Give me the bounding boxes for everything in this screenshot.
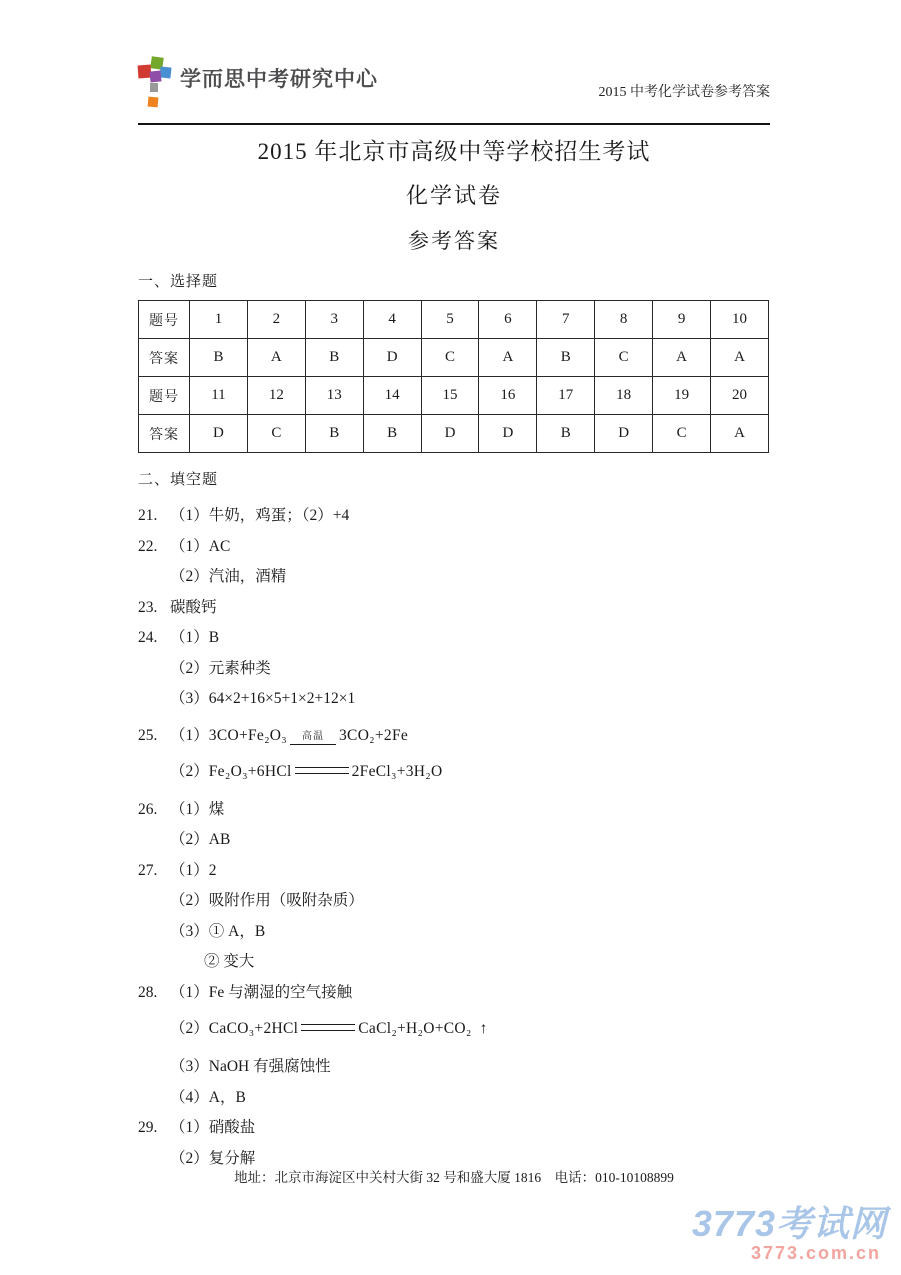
answer-text: （2）吸附作用（吸附杂质） — [170, 892, 364, 909]
section-heading-choice: 一、选择题 — [138, 274, 219, 290]
answer-item-25 — [138, 723, 770, 749]
answer-item-28 — [138, 978, 770, 1009]
site-watermark — [692, 1205, 887, 1263]
answer-item-28-line4 — [138, 1083, 770, 1114]
question-number-cell: 2 — [247, 301, 305, 339]
equals-connector — [301, 1024, 355, 1031]
chem-equation-left: Fe₂O₃+6HCl — [208, 762, 292, 780]
fill-answers — [138, 501, 770, 1174]
row-label-question: 题号 — [139, 301, 190, 339]
page-title-line1: 2015 年北京市高级中等学校招生考试 — [257, 139, 651, 164]
footer-address: 地址：北京市海淀区中关村大街 32 号和盛大厦 1816 电话：010-10108899 — [234, 1170, 674, 1185]
answer-item-24-line2 — [138, 654, 770, 685]
page-content — [138, 0, 770, 1174]
answer-text: （3）① A，B — [170, 922, 266, 940]
chem-equation-right: 3CO₂+2Fe — [339, 726, 409, 744]
answer-item-28-line3 — [138, 1052, 770, 1083]
logo-squares-icon — [138, 57, 172, 107]
answer-cell: D — [421, 415, 479, 453]
question-number-cell: 7 — [537, 301, 595, 339]
item-number: 25. — [138, 726, 158, 744]
question-number-cell: 16 — [479, 377, 537, 415]
answer-text: （1）牛奶，鸡蛋；（2）+4 — [170, 507, 350, 524]
equals-connector — [295, 767, 349, 774]
gas-up-arrow: ↑ — [479, 1020, 488, 1037]
answer-item-27-line2 — [138, 886, 770, 917]
question-number-cell: 9 — [653, 301, 711, 339]
answer-cell: A — [711, 339, 769, 377]
answer-text: （4）A，B — [170, 1088, 246, 1106]
answer-cell: B — [305, 415, 363, 453]
table-row-numbers-1 — [139, 301, 769, 339]
page-title-line2: 化学试卷 — [405, 183, 502, 208]
question-number-cell: 17 — [537, 377, 595, 415]
table-row-numbers-2 — [139, 377, 769, 415]
logo-square-purple — [149, 70, 161, 82]
question-number-cell: 10 — [711, 301, 769, 339]
item-number: 26. — [138, 800, 158, 818]
item-number: 28. — [138, 983, 158, 1001]
answer-item-22-line2 — [138, 562, 770, 593]
table-row-answers-2 — [139, 415, 769, 453]
question-number-cell: 11 — [190, 377, 248, 415]
answer-label: （1） — [170, 726, 209, 744]
answer-cell: D — [363, 339, 421, 377]
chem-equation-right: CaCl₂+H₂O+CO₂ — [358, 1020, 472, 1037]
question-number-cell: 4 — [363, 301, 421, 339]
answer-text: 碳酸钙 — [170, 598, 217, 616]
table-row-answers-1 — [139, 339, 769, 377]
answer-cell: A — [653, 339, 711, 377]
header-rule — [138, 123, 770, 125]
answer-cell: C — [247, 415, 305, 453]
answer-item-25-line2 — [138, 759, 770, 785]
header-doc-ref: 2015 中考化学试卷参考答案 — [598, 85, 770, 100]
answer-item-22 — [138, 532, 770, 563]
question-number-cell: 15 — [421, 377, 479, 415]
item-number: 21. — [138, 507, 158, 524]
answer-cell: B — [190, 339, 248, 377]
answer-text: （1）煤 — [170, 800, 225, 818]
answer-cell: B — [537, 339, 595, 377]
question-number-cell: 1 — [190, 301, 248, 339]
row-label-answer: 答案 — [139, 339, 190, 377]
answer-item-27-line3 — [138, 917, 770, 948]
answer-cell: D — [190, 415, 248, 453]
answer-item-27-line4 — [138, 947, 770, 978]
answer-item-28-line2 — [138, 1016, 770, 1042]
answer-cell: B — [537, 415, 595, 453]
item-number: 27. — [138, 861, 158, 879]
answer-item-27 — [138, 856, 770, 887]
answer-item-24-line3 — [138, 684, 770, 715]
answer-text: （1）AC — [170, 537, 231, 555]
page-header — [138, 0, 770, 107]
row-label-question: 题号 — [139, 377, 190, 415]
answer-text: （1）硝酸盐 — [170, 1119, 256, 1136]
reaction-line — [290, 744, 336, 745]
chem-equation-left: CaCO₃+2HCl — [208, 1020, 299, 1037]
answer-label: （2） — [170, 762, 209, 780]
answer-text: （2）复分解 — [170, 1149, 256, 1167]
answer-text: （1）B — [170, 629, 220, 646]
answer-cell: A — [479, 339, 537, 377]
answer-text: （1）2 — [170, 861, 217, 879]
question-number-cell: 20 — [711, 377, 769, 415]
item-number: 29. — [138, 1119, 158, 1136]
logo-square-orange — [148, 97, 159, 108]
watermark-domain: 3773.com.cn — [750, 1243, 881, 1263]
question-number-cell: 3 — [305, 301, 363, 339]
answer-cell: D — [595, 415, 653, 453]
page-title-line3: 参考答案 — [408, 229, 500, 253]
answer-item-26-line2 — [138, 825, 770, 856]
question-number-cell: 5 — [421, 301, 479, 339]
chem-equation-right: 2FeCl₃+3H₂O — [351, 762, 443, 780]
section-heading-fill: 二、填空题 — [138, 472, 219, 488]
answer-cell: C — [421, 339, 479, 377]
logo-text: 学而思中考研究中心 — [180, 68, 378, 91]
answer-item-26 — [138, 795, 770, 826]
question-number-cell: 13 — [305, 377, 363, 415]
answer-text: ② 变大 — [204, 953, 255, 970]
question-number-cell: 12 — [247, 377, 305, 415]
answer-cell: C — [653, 415, 711, 453]
brand-logo — [138, 57, 378, 107]
answer-cell: A — [711, 415, 769, 453]
row-label-answer: 答案 — [139, 415, 190, 453]
answer-item-29 — [138, 1113, 770, 1144]
answer-text: （2）元素种类 — [170, 659, 271, 677]
watermark-site-name: 3773考试网 — [691, 1203, 887, 1244]
item-number: 22. — [138, 537, 158, 555]
answer-text: （2）汽油，酒精 — [170, 568, 287, 585]
answer-item-24 — [138, 623, 770, 654]
answer-item-21 — [138, 501, 770, 532]
answer-label: （2） — [170, 1020, 209, 1037]
question-number-cell: 18 — [595, 377, 653, 415]
answer-text: （3）NaOH 有强腐蚀性 — [170, 1058, 331, 1075]
answer-cell: C — [595, 339, 653, 377]
question-number-cell: 8 — [595, 301, 653, 339]
answer-item-23 — [138, 593, 770, 624]
answer-text: （1）Fe 与潮湿的空气接触 — [170, 983, 353, 1001]
reaction-condition-label: 高温 — [302, 730, 324, 742]
logo-square-blue — [159, 66, 171, 78]
chem-equation-left: 3CO+Fe₂O₃ — [208, 726, 287, 744]
answer-cell: B — [363, 415, 421, 453]
question-number-cell: 19 — [653, 377, 711, 415]
item-number: 24. — [138, 629, 158, 646]
answer-cell: B — [305, 339, 363, 377]
reaction-condition-connector — [290, 732, 336, 745]
question-number-cell: 6 — [479, 301, 537, 339]
logo-square-gray — [150, 83, 158, 92]
answer-text: （3）64×2+16×5+1×2+12×1 — [170, 690, 356, 707]
answer-cell: D — [479, 415, 537, 453]
question-number-cell: 14 — [363, 377, 421, 415]
answer-table — [138, 300, 769, 453]
answer-cell: A — [247, 339, 305, 377]
item-number: 23. — [138, 598, 158, 616]
answer-text: （2）AB — [170, 831, 231, 848]
